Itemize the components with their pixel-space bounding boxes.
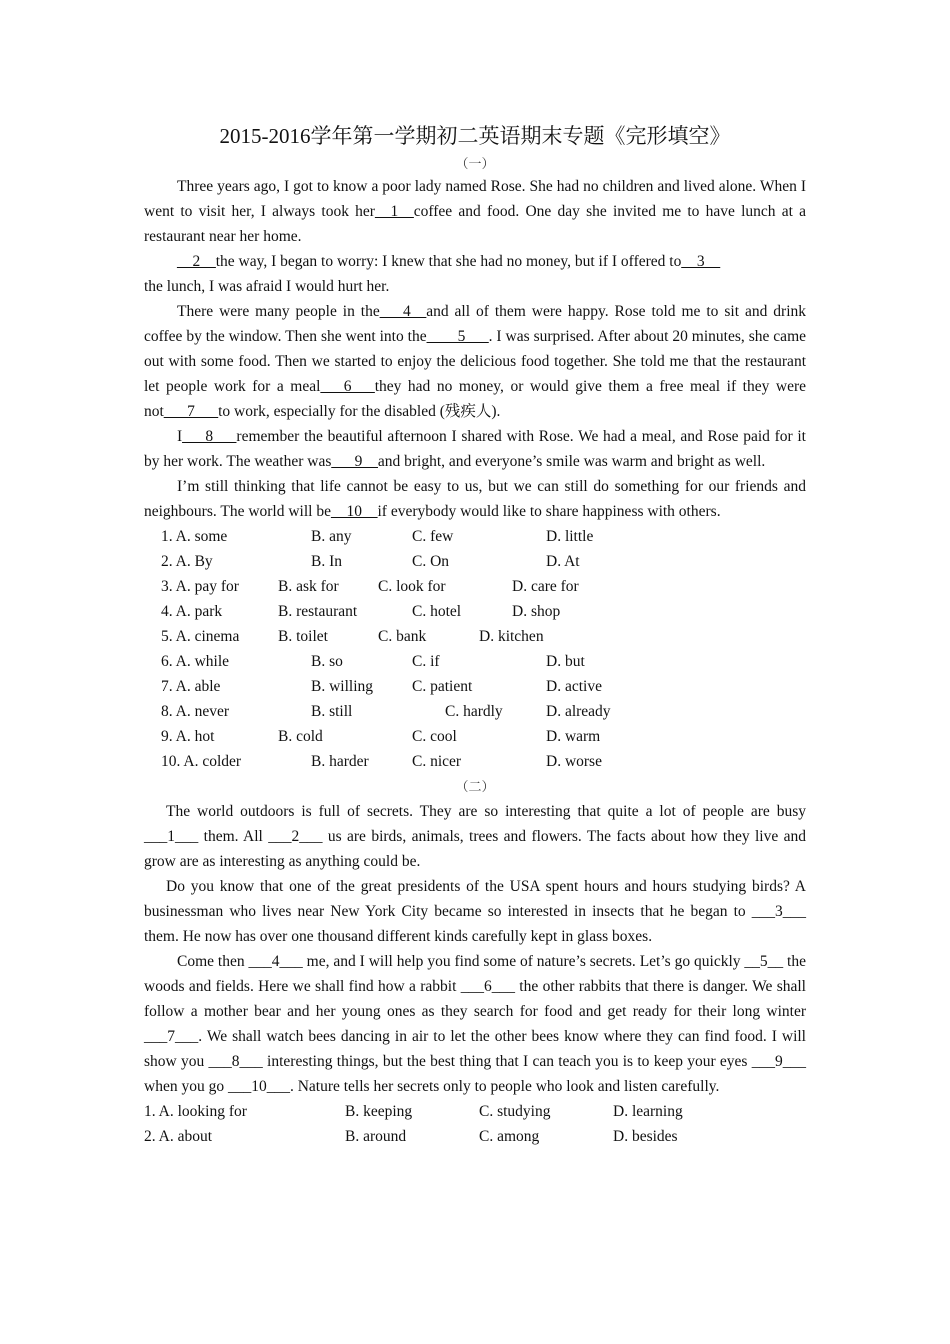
- s1-paragraph-4: I___8___remember the beautiful afternoon I shared with Rose. We had a meal, and Rose paid for it by her work. The weather was___9__and bright, and everyone’s smile was warm and bright as well.: [144, 428, 806, 470]
- option-row: 1. A. looking for B. keeping C. studying D. learning: [144, 1103, 683, 1120]
- blank-1: __1__: [374, 203, 414, 220]
- document-page: [144, 118, 806, 1149]
- s2-paragraph-3: Come then ___4___ me, and I will help you find some of nature’s secrets. Let’s go quickly __5__ the woods and fields. Here we shall find how a rabbit ___6___ the other rabbits that there is danger. We shall follow a mother bear and her young ones as they search for food and get ready for their long winter ___7___. We shall watch bees dancing in air to let the other bees know where they can find food. I will show you ___8___ interesting things, but the best thing that I can teach you is to keep your eyes ___9___ when you go ___10___. Nature tells her secrets only to people who look and listen carefully.: [144, 953, 806, 1095]
- option-row: 2. A. about B. around C. among D. besides: [144, 1128, 678, 1145]
- s2-options-list: [144, 1099, 806, 1149]
- option-row: 2. A. By B. In C. On D. At: [161, 553, 580, 570]
- blank-6: ___6___: [320, 378, 375, 395]
- option-row: 3. A. pay for B. ask for C. look for D. care for: [161, 578, 579, 595]
- blank-2: __2__: [177, 253, 216, 270]
- section-1-label: （一）: [455, 156, 495, 171]
- option-row: 6. A. while B. so C. if D. but: [161, 653, 585, 670]
- blank-8: ___8___: [182, 428, 237, 445]
- option-row: 7. A. able B. willing C. patient D. active: [161, 678, 602, 695]
- blank-4: ___4__: [379, 303, 427, 320]
- option-row: 9. A. hot B. cold C. cool D. warm: [161, 728, 601, 745]
- blank-3: __3__: [681, 253, 721, 270]
- blank-9: ___9__: [331, 453, 378, 470]
- blank-5: ____5___: [426, 328, 489, 345]
- blank-7: ___7___: [163, 403, 219, 420]
- s2-paragraph-2: Do you know that one of the great presidents of the USA spent hours and hours studying birds? A businessman who lives near New York City became so interested in insects that he began to ___3___ them. He now has over one thousand different kinds carefully kept in glass boxes.: [144, 878, 806, 945]
- s1-paragraph-3: There were many people in the___4__and all of them were happy. Rose told me to sit and drink coffee by the window. Then she went into the____5___. I was surprised. After about 20 minutes, she came out with some food. Then we started to enjoy the delicious food together. She told me that the restaurant let people work for a meal___6___they had no money, or would give them a free meal if they were not___7___to work, especially for the disabled (残疾人).: [144, 303, 806, 420]
- blank-10: __10__: [330, 503, 378, 520]
- s2-paragraph-1: The world outdoors is full of secrets. They are so interesting that quite a lot of people are busy ___1___ them. All ___2___ us are birds, animals, trees and flowers. The facts about how they live and grow are as interesting as anything could be.: [144, 803, 806, 870]
- s1-paragraph-2: __2__the way, I began to worry: I knew that she had no money, but if I offered to__3__ the lunch, I was afraid I would hurt her.: [144, 253, 721, 295]
- option-row: 5. A. cinema B. toilet C. bank D. kitchen: [161, 628, 544, 645]
- section-2-label: （二）: [455, 779, 495, 794]
- s1-paragraph-1: Three years ago, I got to know a poor lady named Rose. She had no children and lived alone. When I went to visit her, I always took her__1__coffee and food. One day she invited me to have lunch at a restaurant near her home.: [144, 178, 807, 245]
- option-row: 10. A. colder B. harder C. nicer D. worse: [161, 753, 602, 770]
- option-row: 1. A. some B. any C. few D. little: [161, 528, 594, 545]
- option-row: 4. A. park B. restaurant C. hotel D. shop: [161, 603, 561, 620]
- s1-paragraph-5: I’m still thinking that life cannot be easy to us, but we can still do something for our friends and neighbours. The world will be__10__if everybody would like to share happiness with others.: [144, 478, 806, 520]
- s1-options-list: [144, 524, 806, 774]
- page-title: 2015-2016学年第一学期初二英语期末专题《完形填空》: [219, 124, 731, 148]
- option-row: 8. A. never B. still C. hardly D. already: [161, 703, 611, 720]
